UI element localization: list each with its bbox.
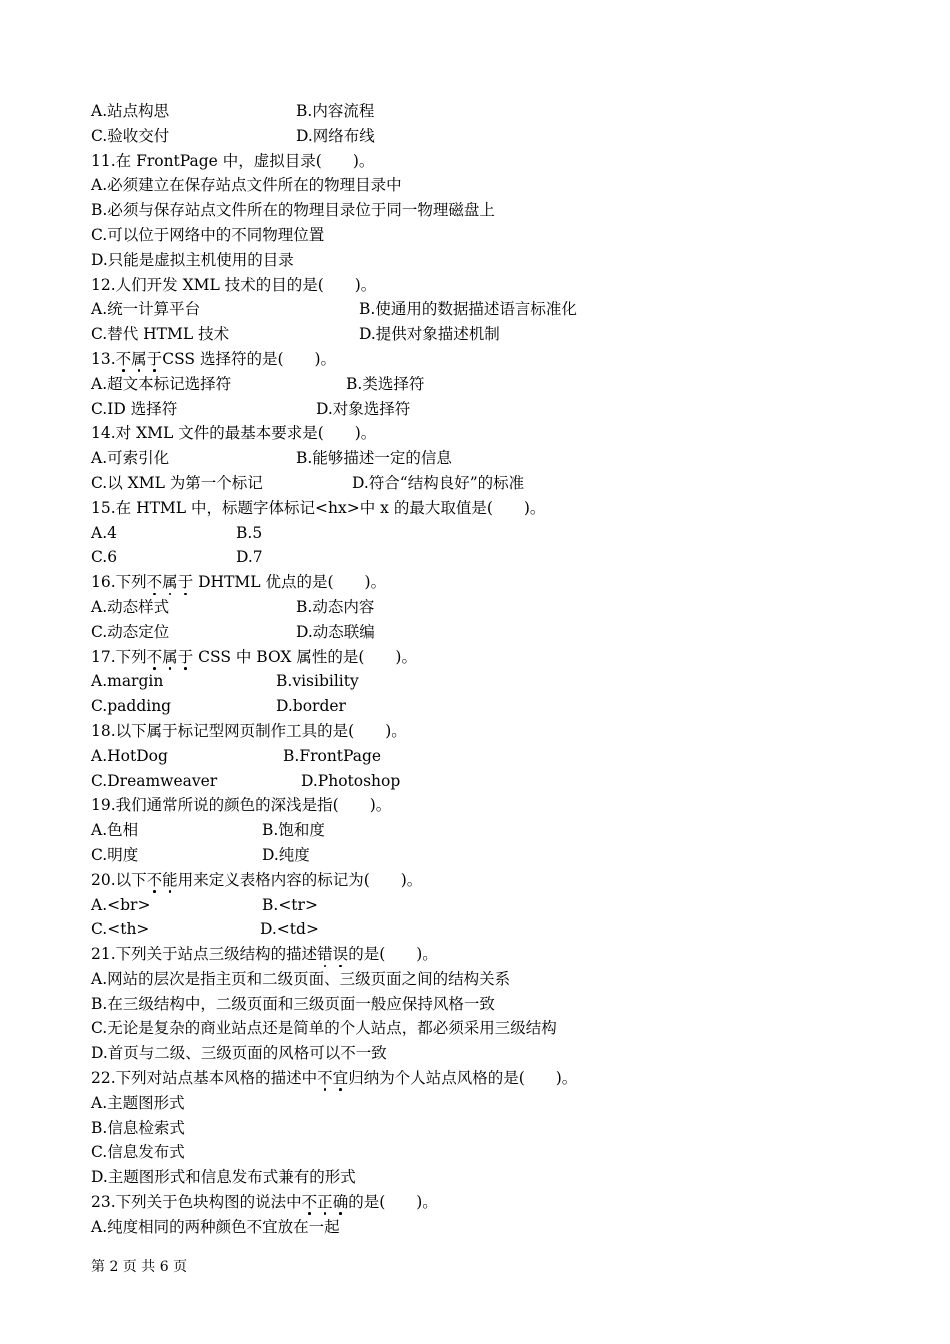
option-row (91, 992, 891, 1017)
question-stem (91, 793, 891, 818)
answer-option: B.饱和度 (262, 821, 325, 840)
emphasis-char: 不 (147, 573, 163, 591)
answer-option: C.替代 HTML 技术 (91, 325, 230, 344)
stem-text: 18.以下属于标记型网页制作工具的是( )。 (91, 721, 407, 740)
option-row (91, 893, 891, 918)
option-row (91, 620, 891, 645)
answer-option: C.Dreamweaver (91, 771, 218, 790)
option-row (91, 446, 891, 471)
answer-option: B.必须与保存站点文件所在的物理目录位于同一物理磁盘上 (91, 201, 495, 220)
stem-text: 17.下列 (91, 647, 147, 666)
answer-option: B.能够描述一定的信息 (296, 449, 452, 468)
option-row (91, 917, 891, 942)
answer-option: B.visibility (276, 672, 359, 691)
answer-option: B.FrontPage (283, 746, 382, 765)
answer-option: C.ID 选择符 (91, 399, 178, 418)
stem-text: CSS 中 BOX 属性的是( )。 (193, 647, 417, 666)
emphasized-text (147, 871, 178, 889)
emphasized-text (317, 945, 348, 963)
option-row (91, 669, 891, 694)
emphasis-char: 能 (162, 871, 178, 889)
answer-option: D.动态联编 (296, 622, 375, 641)
question-stem (91, 645, 891, 670)
option-row (91, 173, 891, 198)
question-stem (91, 570, 891, 595)
answer-option: A.4 (91, 523, 117, 542)
emphasis-char: 不 (147, 648, 163, 666)
option-row (91, 818, 891, 843)
stem-text: 11.在 FrontPage 中，虚拟目录( )。 (91, 151, 375, 170)
option-row (91, 322, 891, 347)
answer-option: A.网站的层次是指主页和二级页面、三级页面之间的结构关系 (91, 969, 511, 988)
answer-option: B.类选择符 (346, 374, 425, 393)
answer-option: D.<td> (260, 920, 319, 939)
answer-option: C.可以位于网络中的不同物理位置 (91, 225, 325, 244)
page-number-footer: 第 2 页 共 6 页 (91, 1259, 188, 1275)
answer-option: D.提供对象描述机制 (359, 325, 500, 344)
answer-option: D.纯度 (262, 845, 310, 864)
emphasized-text (302, 1193, 349, 1211)
stem-text: 23.下列关于色块构图的说法中 (91, 1193, 302, 1212)
answer-option: A.超文本标记选择符 (91, 374, 232, 393)
option-row (91, 198, 891, 223)
answer-option: D.符合“结构良好”的标准 (352, 473, 525, 492)
emphasis-char: 属 (162, 648, 178, 666)
answer-option: B.使通用的数据描述语言标准化 (359, 300, 577, 319)
question-stem (91, 149, 891, 174)
stem-text: 12.人们开发 XML 技术的目的是( )。 (91, 275, 377, 294)
option-row (91, 1041, 891, 1066)
answer-option: B.信息检索式 (91, 1118, 185, 1137)
emphasis-char: 错 (317, 945, 333, 963)
option-row (91, 545, 891, 570)
answer-option: A.主题图形式 (91, 1093, 185, 1112)
answer-option: C.无论是复杂的商业站点还是简单的个人站点，都必须采用三级结构 (91, 1019, 557, 1038)
stem-text: 的是( )。 (348, 945, 438, 964)
stem-text: 归纳为个人站点风格的是( )。 (348, 1069, 578, 1088)
answer-option: A.纯度相同的两种颜色不宜放在一起 (91, 1217, 340, 1236)
emphasized-text (147, 573, 194, 591)
answer-option: B.内容流程 (296, 102, 375, 120)
question-stem (91, 942, 891, 967)
answer-option: B.5 (236, 523, 263, 542)
emphasis-char: 误 (333, 945, 349, 963)
answer-option: A.动态样式 (91, 597, 170, 616)
stem-text: 15.在 HTML 中，标题字体标记<hx>中 x 的最大取值是( )。 (91, 498, 546, 517)
answer-option: C.以 XML 为第一个标记 (91, 473, 263, 492)
emphasis-char: 不 (116, 350, 132, 368)
option-row (91, 1091, 891, 1116)
option-row (91, 99, 891, 124)
stem-text: 14.对 XML 文件的最基本要求是( )。 (91, 424, 377, 443)
answer-option: A.必须建立在保存站点文件所在的物理目录中 (91, 176, 402, 195)
answer-option: A.色相 (91, 821, 139, 840)
stem-text: 16.下列 (91, 573, 147, 592)
option-row (91, 843, 891, 868)
option-row (91, 595, 891, 620)
stem-text: 19.我们通常所说的颜色的深浅是指( )。 (91, 796, 392, 815)
question-stem (91, 1066, 891, 1091)
emphasis-char: 于 (178, 573, 194, 591)
option-row (91, 372, 891, 397)
answer-option: D.首页与二级、三级页面的风格可以不一致 (91, 1044, 387, 1063)
stem-text: CSS 选择符的是( )。 (162, 349, 337, 368)
answer-option: A.统一计算平台 (91, 300, 201, 319)
emphasized-text (317, 1069, 348, 1087)
stem-text: 21.下列关于站点三级结构的描述 (91, 945, 318, 964)
stem-text: 22.下列对站点基本风格的描述中 (91, 1069, 318, 1088)
stem-text: DHTML 优点的是( )。 (193, 573, 387, 592)
answer-option: C.验收交付 (91, 126, 170, 145)
stem-text: 用来定义表格内容的标记为( )。 (177, 870, 423, 889)
answer-option: A.可索引化 (91, 449, 170, 468)
option-row (91, 1215, 891, 1240)
answer-option: D.主题图形式和信息发布式兼有的形式 (91, 1168, 356, 1187)
answer-option: B.<tr> (262, 895, 318, 914)
stem-text: 的是( )。 (348, 1193, 438, 1212)
option-row (91, 769, 891, 794)
answer-option: C.<th> (91, 920, 150, 939)
question-stem (91, 719, 891, 744)
option-row (91, 967, 891, 992)
option-row (91, 471, 891, 496)
option-row (91, 1140, 891, 1165)
question-stem (91, 868, 891, 893)
emphasis-char: 属 (131, 350, 147, 368)
answer-option: C.动态定位 (91, 622, 170, 641)
question-stem (91, 347, 891, 372)
question-stem (91, 496, 891, 521)
option-row (91, 248, 891, 273)
emphasis-char: 不 (302, 1193, 318, 1211)
answer-option: D.border (276, 697, 346, 716)
answer-option: C.明度 (91, 845, 139, 864)
stem-text: 13. (91, 349, 116, 368)
answer-option: C.6 (91, 548, 118, 567)
exam-content (91, 99, 891, 1240)
option-row (91, 744, 891, 769)
emphasis-char: 确 (333, 1193, 349, 1211)
emphasis-char: 不 (317, 1069, 333, 1087)
question-stem (91, 1190, 891, 1215)
option-row (91, 694, 891, 719)
option-row (91, 223, 891, 248)
answer-option: A.margin (91, 672, 164, 691)
answer-option: D.网络布线 (296, 126, 375, 145)
question-stem (91, 421, 891, 446)
option-row (91, 1165, 891, 1190)
emphasis-char: 不 (147, 871, 163, 889)
answer-option: A.<br> (91, 895, 151, 914)
option-row (91, 124, 891, 149)
emphasized-text (147, 648, 194, 666)
answer-option: A.HotDog (91, 746, 168, 765)
emphasis-char: 宜 (333, 1069, 349, 1087)
question-stem (91, 273, 891, 298)
answer-option: A.站点构思 (91, 102, 170, 120)
answer-option: C.padding (91, 697, 172, 716)
answer-option: B.动态内容 (296, 597, 375, 616)
answer-option: D.只能是虚拟主机使用的目录 (91, 250, 294, 269)
option-row (91, 521, 891, 546)
option-row (91, 397, 891, 422)
answer-option: D.7 (236, 548, 263, 567)
answer-option: C.信息发布式 (91, 1143, 185, 1162)
stem-text: 20.以下 (91, 870, 147, 889)
emphasized-text (116, 350, 163, 368)
emphasis-char: 正 (317, 1193, 333, 1211)
option-row (91, 1016, 891, 1041)
answer-option: B.在三级结构中，二级页面和三级页面一般应保持风格一致 (91, 994, 495, 1013)
emphasis-char: 于 (147, 350, 163, 368)
emphasis-char: 属 (162, 573, 178, 591)
option-row (91, 1116, 891, 1141)
option-row (91, 297, 891, 322)
answer-option: D.对象选择符 (316, 399, 411, 418)
answer-option: D.Photoshop (301, 771, 401, 790)
emphasis-char: 于 (178, 648, 194, 666)
